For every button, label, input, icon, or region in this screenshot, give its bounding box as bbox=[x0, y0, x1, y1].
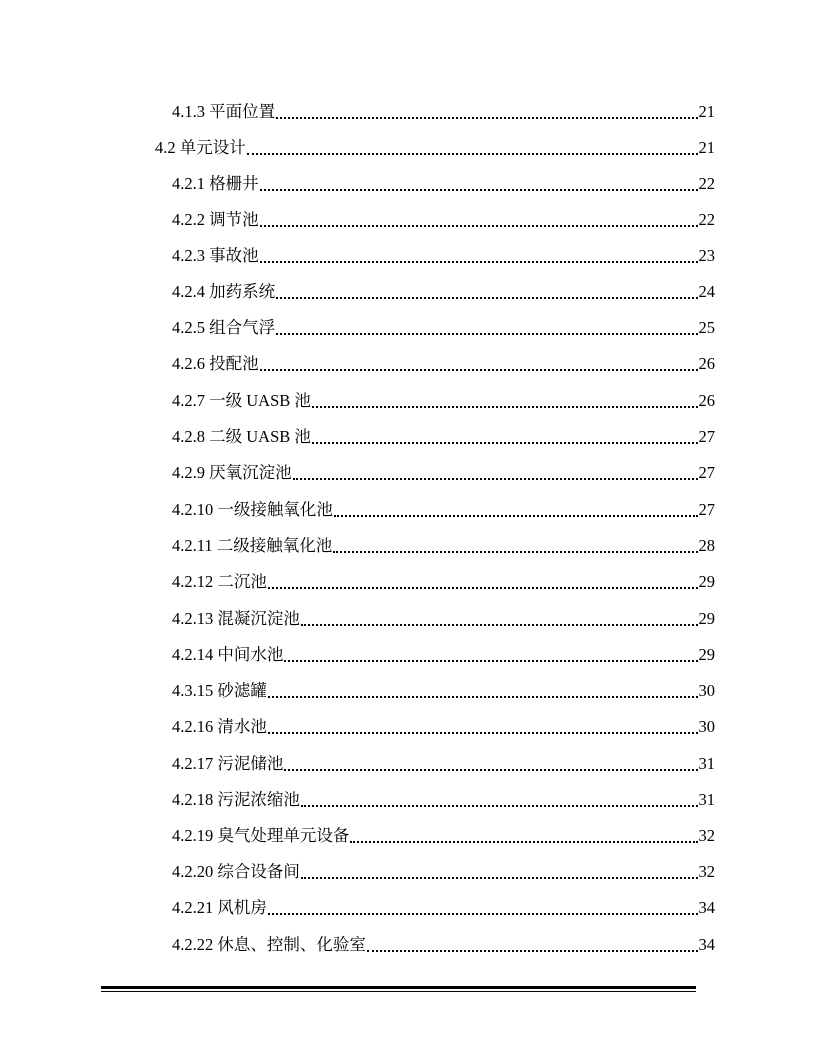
footer-divider bbox=[101, 986, 696, 989]
toc-entry-title: 4.3.15 砂滤罐 bbox=[172, 681, 267, 700]
toc-page-number: 27 bbox=[698, 427, 715, 446]
toc-entry-title: 4.2.21 风机房 bbox=[172, 898, 267, 917]
toc-entry-title: 4.2.22 休息、控制、化验室 bbox=[172, 935, 366, 954]
toc-page-number: 31 bbox=[698, 790, 715, 809]
toc-entry-title: 4.2.5 组合气浮 bbox=[172, 318, 276, 337]
toc-page-number: 21 bbox=[698, 138, 715, 157]
toc-entry[interactable] bbox=[172, 421, 715, 447]
toc-page-number: 27 bbox=[698, 500, 715, 519]
toc-page-number: 32 bbox=[698, 862, 715, 881]
dot-leader bbox=[260, 261, 698, 263]
toc-page-number: 32 bbox=[698, 826, 715, 845]
dot-leader bbox=[260, 189, 698, 191]
toc-entry[interactable] bbox=[172, 929, 715, 955]
toc-entry[interactable] bbox=[172, 711, 715, 737]
toc-entry[interactable] bbox=[172, 96, 715, 122]
dot-leader bbox=[334, 515, 698, 517]
toc-entry-title: 4.2.17 污泥储池 bbox=[172, 754, 284, 773]
dot-leader bbox=[268, 696, 698, 698]
dot-leader bbox=[260, 369, 698, 371]
dot-leader bbox=[301, 805, 698, 807]
toc-entry-title: 4.2.1 格栅井 bbox=[172, 174, 259, 193]
dot-leader bbox=[276, 333, 697, 335]
toc-page-number: 22 bbox=[698, 210, 715, 229]
toc-page-number: 29 bbox=[698, 609, 715, 628]
dot-leader bbox=[367, 950, 698, 952]
toc-entry[interactable] bbox=[172, 784, 715, 810]
toc-entry[interactable] bbox=[172, 312, 715, 338]
toc-entry[interactable] bbox=[172, 892, 715, 918]
toc-entry-title: 4.2.12 二沉池 bbox=[172, 572, 267, 591]
toc-entry-title: 4.2.6 投配池 bbox=[172, 354, 259, 373]
toc-entry[interactable] bbox=[172, 276, 715, 302]
toc-page-number: 31 bbox=[698, 754, 715, 773]
dot-leader bbox=[268, 732, 698, 734]
dot-leader bbox=[276, 297, 697, 299]
toc-entry[interactable] bbox=[155, 132, 715, 158]
toc-page-number: 29 bbox=[698, 572, 715, 591]
toc-entry-title: 4.2.19 臭气处理单元设备 bbox=[172, 826, 350, 845]
toc-entry-title: 4.2.9 厌氧沉淀池 bbox=[172, 463, 292, 482]
toc-entry-title: 4.2.7 一级 UASB 池 bbox=[172, 391, 311, 410]
toc-page-number: 22 bbox=[698, 174, 715, 193]
toc-entry-title: 4.2.8 二级 UASB 池 bbox=[172, 427, 311, 446]
toc-entry-title: 4.2.16 清水池 bbox=[172, 717, 267, 736]
toc-entry[interactable] bbox=[172, 168, 715, 194]
toc-page-number: 26 bbox=[698, 354, 715, 373]
dot-leader bbox=[333, 551, 697, 553]
toc-page-number: 25 bbox=[698, 318, 715, 337]
toc-page-number: 34 bbox=[698, 898, 715, 917]
toc-entry-title: 4.2.13 混凝沉淀池 bbox=[172, 609, 300, 628]
dot-leader bbox=[268, 587, 698, 589]
dot-leader bbox=[312, 442, 698, 444]
dot-leader bbox=[276, 117, 697, 119]
toc-entry[interactable] bbox=[172, 348, 715, 374]
toc-entry[interactable] bbox=[172, 494, 715, 520]
toc-entry[interactable] bbox=[172, 639, 715, 665]
toc-entry-title: 4.2.18 污泥浓缩池 bbox=[172, 790, 300, 809]
toc-entry[interactable] bbox=[172, 240, 715, 266]
toc-page-number: 28 bbox=[698, 536, 715, 555]
toc-entry[interactable] bbox=[172, 748, 715, 774]
toc-entry-title: 4.2.14 中间水池 bbox=[172, 645, 284, 664]
toc-entry-title: 4.1.3 平面位置 bbox=[172, 102, 276, 121]
toc-entry[interactable] bbox=[172, 566, 715, 592]
toc-page-number: 29 bbox=[698, 645, 715, 664]
dot-leader bbox=[247, 153, 698, 155]
toc-entry-title: 4.2.3 事故池 bbox=[172, 246, 259, 265]
dot-leader bbox=[312, 406, 698, 408]
dot-leader bbox=[293, 478, 698, 480]
toc-entry[interactable] bbox=[172, 385, 715, 411]
toc-entry-title: 4.2.20 综合设备间 bbox=[172, 862, 300, 881]
dot-leader bbox=[268, 913, 698, 915]
toc-page-number: 34 bbox=[698, 935, 715, 954]
toc-entry[interactable] bbox=[172, 856, 715, 882]
toc-page-number: 30 bbox=[698, 717, 715, 736]
toc-page-number: 24 bbox=[698, 282, 715, 301]
toc-entry[interactable] bbox=[172, 603, 715, 629]
dot-leader bbox=[284, 660, 697, 662]
toc-entry[interactable] bbox=[172, 457, 715, 483]
toc-entry-title: 4.2.11 二级接触氧化池 bbox=[172, 536, 333, 555]
toc-entry[interactable] bbox=[172, 820, 715, 846]
toc-page-number: 27 bbox=[698, 463, 715, 482]
toc-page-number: 26 bbox=[698, 391, 715, 410]
toc-entry-title: 4.2.10 一级接触氧化池 bbox=[172, 500, 333, 519]
toc-entry[interactable] bbox=[172, 530, 715, 556]
dot-leader bbox=[260, 225, 698, 227]
toc-entry-title: 4.2.2 调节池 bbox=[172, 210, 259, 229]
toc-page-number: 23 bbox=[698, 246, 715, 265]
toc-page-number: 30 bbox=[698, 681, 715, 700]
dot-leader bbox=[350, 841, 697, 843]
dot-leader bbox=[284, 769, 697, 771]
dot-leader bbox=[301, 877, 698, 879]
toc-entry[interactable] bbox=[172, 204, 715, 230]
toc-entry[interactable] bbox=[172, 675, 715, 701]
toc-entry-title: 4.2 单元设计 bbox=[155, 138, 246, 157]
toc-page-number: 21 bbox=[698, 102, 715, 121]
dot-leader bbox=[301, 624, 698, 626]
toc-entry-title: 4.2.4 加药系统 bbox=[172, 282, 276, 301]
